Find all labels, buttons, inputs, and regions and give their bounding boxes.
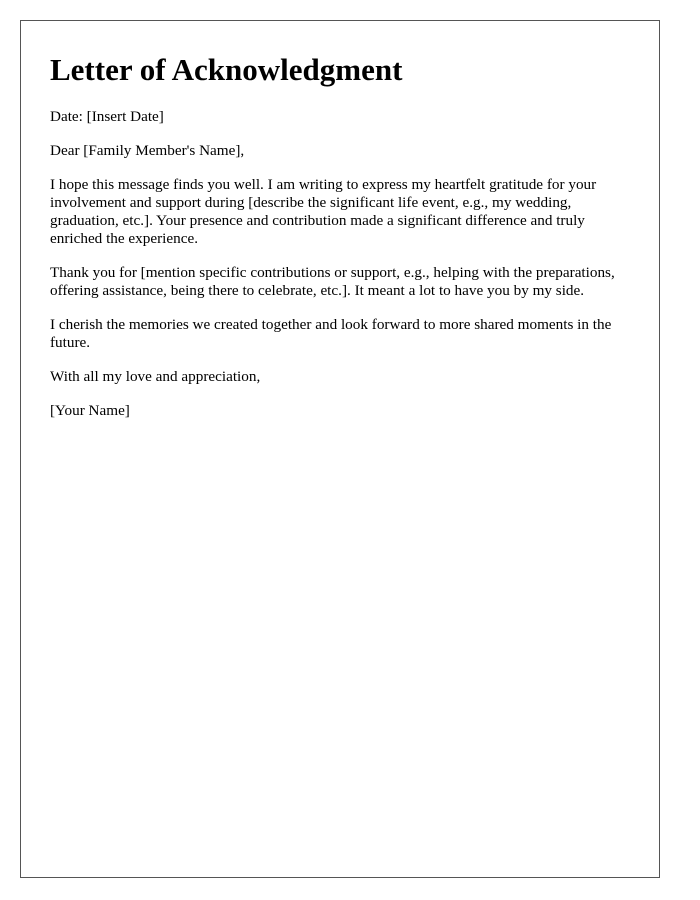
letter-page	[20, 20, 660, 878]
letter-content	[50, 52, 635, 420]
letter-title: Letter of Acknowledgment	[50, 52, 403, 87]
letter-closing: With all my love and appreciation,	[50, 368, 261, 385]
letter-paragraph-2: Thank you for [mention specific contributions or support, e.g., helping with the preparations, offering assistance, being there to celebrate, etc.]. It meant a lot to have you by my side.	[50, 264, 615, 299]
letter-paragraph-3: I cherish the memories we created together and look forward to more shared moments in the future.	[50, 316, 612, 351]
letter-salutation: Dear [Family Member's Name],	[50, 142, 245, 159]
letter-paragraph-1: I hope this message finds you well. I am writing to express my heartfelt gratitude for your involvement and support during [describe the significant life event, e.g., my wedding, graduation, etc.]. Your presence and contribution made a significant difference and truly enriched the experience.	[50, 176, 597, 247]
letter-signature: [Your Name]	[50, 402, 130, 419]
letter-date: Date: [Insert Date]	[50, 108, 164, 125]
